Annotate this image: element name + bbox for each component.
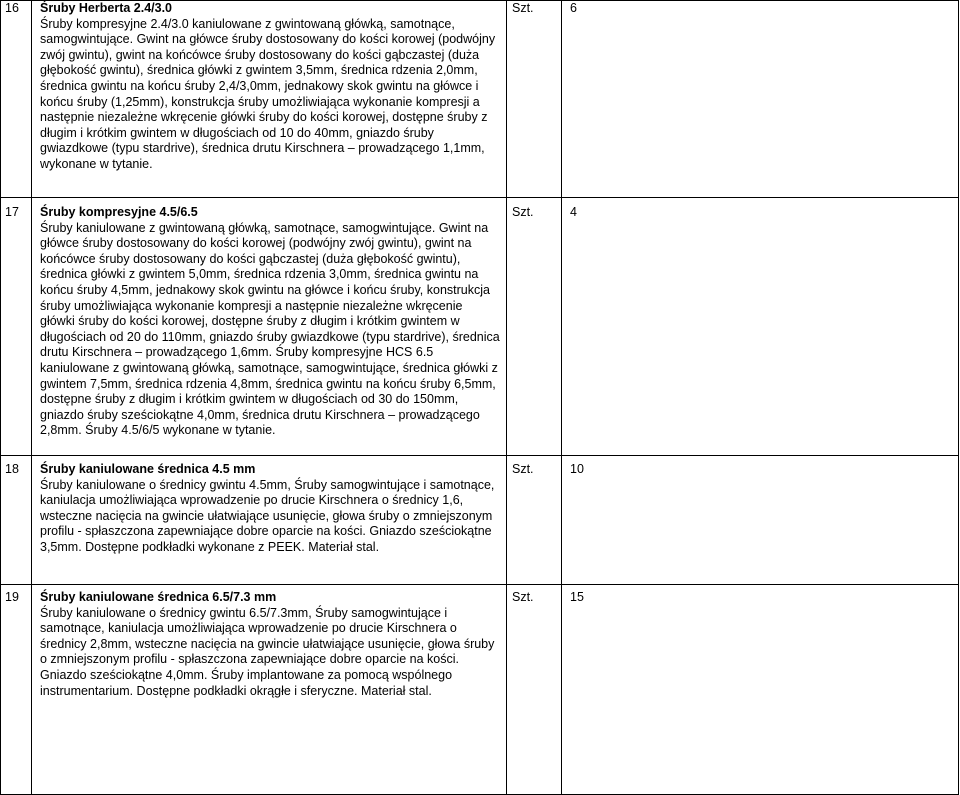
item-title: Śruby kaniulowane średnica 4.5 mm bbox=[40, 462, 256, 476]
table-row bbox=[1, 1, 959, 198]
item-title: Śruby kompresyjne 4.5/6.5 bbox=[40, 205, 198, 219]
unit-cell: Szt. bbox=[507, 456, 562, 585]
quantity-cell: 6 bbox=[562, 1, 959, 198]
table-row bbox=[1, 585, 959, 795]
row-number: 17 bbox=[1, 198, 32, 456]
unit-cell: Szt. bbox=[507, 585, 562, 795]
table-row bbox=[1, 198, 959, 456]
item-description bbox=[32, 585, 507, 795]
row-number: 19 bbox=[1, 585, 32, 795]
item-body: Śruby kaniulowane z gwintowaną główką, samotnące, samogwintujące. Gwint na główce śruby dostosowany do kości korowej (podwójny zwój gwintu), gwint na końcówce śruby dostosowany do kości gąbczastej (duża głębokość gwintu), średnica główki z gwintem 5,0mm, średnica rdzenia 3,0mm, średnica gwintu na końcu śruby 4,5mm, jednakowy skok gwintu na główce i końcu śruby, konstrukcja śruby umożliwiająca wykonanie kompresji a następnie niezależne wkręcenie główki śruby do kości korowej, dostępne śruby z długim i krótkim gwintem w długościach od 20 do 110mm, gniazdo śruby gwiazdkowe (typu stardrive), średnica drutu Kirschnera – prowadzącego 1,6mm. Śruby kompresyjne HCS 6.5 kaniulowane z gwintowaną główką, samotnące, samogwintujące, średnica główki z gwintem 7,5mm, średnica rdzenia 4,8mm, średnica gwintu na końcu śruby 6,5mm, dostępne śruby z długim i krótkim gwintem w długościach od 30 do 150mm, gniazdo śruby sześciokątne 4,0mm, średnica drutu Kirschnera – prowadzącego 2,8mm. Śruby 4.5/6/5 wykonane w tytanie. bbox=[40, 220, 500, 438]
item-body: Śruby kaniulowane o średnicy gwintu 4.5mm, Śruby samogwintujące i samotnące, kaniulacja umożliwiająca wprowadzenie po drucie Kirschnera o średnicy 1,6, wsteczne nacięcia na gwincie ułatwiające usunięcie, głowa śruby o zmniejszonym profilu - spłaszczona zapewniające dobre oparcie na kości. Gniazdo sześciokątne 3,5mm. Dostępne podkładki wykonane z PEEK. Materiał stal. bbox=[40, 477, 495, 554]
item-body: Śruby kompresyjne 2.4/3.0 kaniulowane z gwintowaną główką, samotnące, samogwintujące. Gwint na główce śruby dostosowany do kości korowej (podwójny zwój gwintu), gwint na końcówce śruby dostosowany do kości gąbczastej (duża głębokość gwintu), średnica główki z gwintem 3,5mm, średnica rdzenia 2,0mm, średnica gwintu na końcu śruby 2,4/3,0mm, jednakowy skok gwintu na główce i końcu śruby (1,25mm), konstrukcja śruby umożliwiająca wykonanie kompresji a następnie niezależne wkręcenie główki śruby do kości korowej, dostępne śruby z długim i krótkim gwintem w długościach od 10 do 40mm, gniazdo śruby gwiazdkowe (typu stardrive), średnica drutu Kirschnera – prowadzącego 1,1mm, wykonane w tytanie. bbox=[40, 16, 496, 171]
item-title: Śruby kaniulowane średnica 6.5/7.3 mm bbox=[40, 590, 277, 604]
quantity-cell: 10 bbox=[562, 456, 959, 585]
row-number: 16 bbox=[1, 1, 32, 198]
unit-cell: Szt. bbox=[507, 198, 562, 456]
quantity-cell: 15 bbox=[562, 585, 959, 795]
item-description bbox=[32, 198, 507, 456]
item-body: Śruby kaniulowane o średnicy gwintu 6.5/7.3mm, Śruby samogwintujące i samotnące, kaniulacja umożliwiająca wprowadzenie po drucie Kirschnera o średnicy 2,8mm, wsteczne nacięcia na gwincie ułatwiające usunięcie, głowa śruby o zmniejszonym profilu - spłaszczona zapewniające dobre oparcie na kości. Gniazdo sześciokątne 4,0mm. Śruby implantowane za pomocą wspólnego instrumentarium. Dostępne podkładki okrągłe i sferyczne. Materiał stal. bbox=[40, 605, 495, 698]
table-row bbox=[1, 456, 959, 585]
item-description bbox=[32, 456, 507, 585]
item-description bbox=[32, 1, 507, 198]
unit-cell: Szt. bbox=[507, 1, 562, 198]
quantity-cell: 4 bbox=[562, 198, 959, 456]
row-number: 18 bbox=[1, 456, 32, 585]
item-title: Śruby Herberta 2.4/3.0 bbox=[40, 1, 173, 15]
